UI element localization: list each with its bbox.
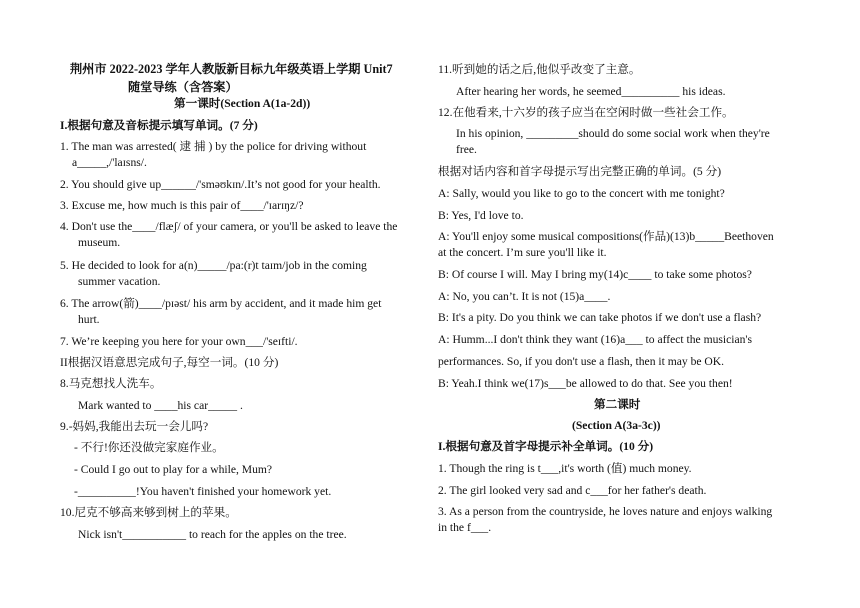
dialogue-line-6: B: It's a pity. Do you think we can take photos if we don't use a flash?	[438, 311, 762, 324]
question-7: 7. We’re keeping you here for your own___/'seɪfti/.	[60, 335, 298, 348]
lesson2-heading: 第二课时	[594, 398, 641, 411]
document-title-line1: 荆州市 2022-2023 学年人教版新目标九年级英语上学期 Unit7	[70, 62, 393, 76]
question-2: 2. You should give up______/'sməʊkɪn/.It’s not good for your health.	[60, 178, 381, 191]
question-9-line3: - Could I go out to play for a while, Mum?	[74, 463, 273, 476]
section3-heading: 根据对话内容和首字母提示写出完整正确的单词。(5 分)	[438, 165, 722, 178]
dialogue-line-3: A: You'll enjoy some musical compositions(作品)(13)b_____Beethoven	[438, 230, 774, 243]
dialogue-line-1: A: Sally, would you like to go to the concert with me tonight?	[438, 187, 725, 200]
question-4-line2: museum.	[78, 236, 121, 249]
question-r3-line2: in the f___.	[438, 521, 492, 534]
question-r3-line1: 3. As a person from the countryside, he loves nature and enjoys walking	[438, 505, 773, 518]
lesson2-subheading: (Section A(3a-3c))	[572, 419, 661, 432]
question-10-chinese: 10.尼克不够高来够到树上的苹果。	[60, 506, 237, 519]
dialogue-line-5: A: No, you can’t. It is not (15)a____.	[438, 290, 611, 303]
document-title-line2: 随堂导练（含答案）	[128, 80, 238, 94]
question-9-line4: -__________!You haven't finished your homework yet.	[74, 485, 332, 498]
question-5-line2: summer vacation.	[78, 275, 161, 288]
question-4-line1: 4. Don't use the____/flæʃ/ of your camera, or you'll be asked to leave the	[60, 220, 398, 233]
dialogue-line-4: B: Of course I will. May I bring my(14)c____ to take some photos?	[438, 268, 752, 281]
dialogue-line-9: B: Yeah.I think we(17)s___be allowed to do that. See you then!	[438, 377, 733, 390]
question-1-line2: a_____,/'laɪsns/.	[72, 156, 147, 169]
question-12-chinese: 12.在他看来,十六岁的孩子应当在空闲时做一些社会工作。	[438, 106, 734, 119]
question-8-chinese: 8.马克想找人洗车。	[60, 377, 162, 390]
lesson1-heading: 第一课时(Section A(1a-2d))	[174, 97, 311, 110]
question-6-line1: 6. The arrow(箭)____/pɪəst/ his arm by accident, and it made him get	[60, 297, 382, 310]
question-r1: 1. Though the ring is t___,it's worth (值) much money.	[438, 462, 692, 475]
dialogue-line-2: B: Yes, I'd love to.	[438, 209, 524, 222]
dialogue-line-8: performances. So, if you don't use a flash, then it may be OK.	[438, 355, 725, 368]
question-12-line2: free.	[456, 143, 477, 156]
question-9-line2: - 不行!你还没做完家庭作业。	[74, 441, 224, 454]
question-1-line1: 1. The man was arrested( 逮 捕 ) by the police for driving without	[60, 140, 367, 153]
question-6-line2: hurt.	[78, 313, 100, 326]
dialogue-line-3b: at the concert. I’m sure you'll like it.	[438, 246, 607, 259]
question-5-line1: 5. He decided to look for a(n)_____/pa:(r)t taɪm/job in the coming	[60, 259, 367, 272]
question-r2: 2. The girl looked very sad and c___for her father's death.	[438, 484, 707, 497]
question-9-chinese: 9.-妈妈,我能出去玩一会儿吗?	[60, 420, 209, 433]
question-11-english: After hearing her words, he seemed__________ his ideas.	[456, 85, 726, 98]
question-3: 3. Excuse me, how much is this pair of____/'ɪarɪŋz/?	[60, 199, 304, 212]
question-11-chinese: 11.听到她的话之后,他似乎改变了主意。	[438, 63, 641, 76]
question-8-english: Mark wanted to ____his car_____ .	[78, 399, 243, 412]
section4-heading: I.根据句意及首字母提示补全单词。(10 分)	[438, 440, 654, 453]
dialogue-line-7: A: Humm...I don't think they want (16)a___ to affect the musician's	[438, 333, 753, 346]
question-12-line1: In his opinion, _________should do some social work when they're	[456, 127, 770, 140]
section2-heading: II根据汉语意思完成句子,每空一词。(10 分)	[60, 356, 279, 369]
section1-heading: I.根据句意及音标提示填写单词。(7 分)	[60, 119, 258, 132]
question-10-english: Nick isn't___________ to reach for the apples on the tree.	[78, 528, 347, 541]
